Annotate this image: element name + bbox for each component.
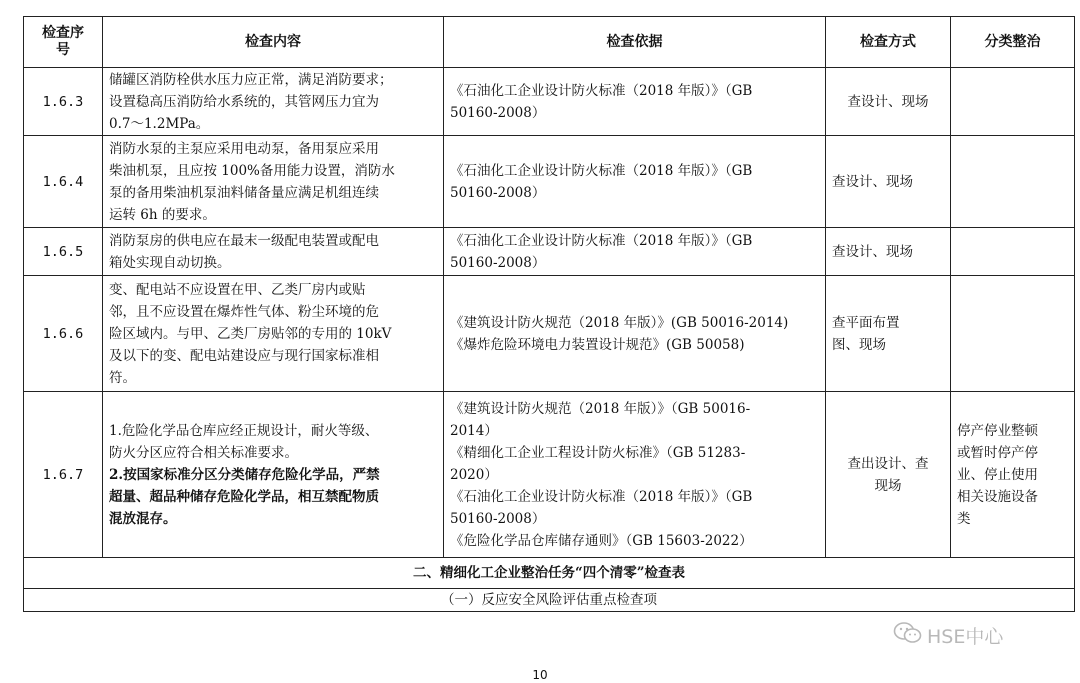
header-content: 检查内容 [103, 17, 444, 68]
check-content: 变、配电站不应设置在甲、乙类厂房内或贴 邻，且不应设置在爆炸性气体、粉尘环境的危 险区域内。与甲、乙类厂房贴邻的专用的 10kV 及以下的变、配电站建设应与现行国家标准相 符。 [103, 276, 444, 392]
header-row [24, 17, 1075, 68]
check-method: 查设计、现场 [826, 68, 951, 136]
row-number: 1.6.4 [24, 136, 103, 228]
section-title: 二、精细化工企业整治任务“四个清零”检查表 [24, 558, 1075, 589]
classification [951, 228, 1075, 276]
header-basis: 检查依据 [444, 17, 826, 68]
check-content: 消防泵房的供电应在最末一级配电装置或配电 箱处实现自动切换。 [103, 228, 444, 276]
check-basis: 《石油化工企业设计防火标准（2018 年版）》（GB 50160-2008） [444, 136, 826, 228]
table-row [24, 136, 1075, 228]
header-classification: 分类整治 [951, 17, 1075, 68]
classification [951, 136, 1075, 228]
check-method: 查设计、现场 [826, 136, 951, 228]
row-number: 1.6.6 [24, 276, 103, 392]
section-row [24, 558, 1075, 589]
row-number: 1.6.7 [24, 392, 103, 558]
check-content: 储罐区消防栓供水压力应正常，满足消防要求； 设置稳高压消防给水系统的，其管网压力宜为 0.7～1.2MPa。 [103, 68, 444, 136]
check-method: 查设计、现场 [826, 228, 951, 276]
inspection-table [23, 16, 1075, 612]
subsection-row [24, 589, 1075, 612]
subsection-title: （一）反应安全风险评估重点检查项 [24, 589, 1075, 612]
row-number: 1.6.5 [24, 228, 103, 276]
check-content: 1.危险化学品仓库应经正规设计，耐火等级、 防火分区应符合相关标准要求。 2.按国家标准分区分类储存危险化学品，严禁 超量、超品种储存危险化学品，相互禁配物质 混放混存。 [103, 392, 444, 558]
header-method: 检查方式 [826, 17, 951, 68]
table-row [24, 392, 1075, 558]
classification: 停产停业整顿 或暂时停产停 业、停止使用 相关设施设备 类 [951, 392, 1075, 558]
check-basis: 《建筑设计防火规范（2018 年版）》（GB 50016- 2014） 《精细化工企业工程设计防火标准》（GB 51283- 2020） 《石油化工企业设计防火标准（2018 年版）》（GB 50160-2008） 《危险化学品仓库储存通则》（GB 15603-2022） [444, 392, 826, 558]
check-basis: 《石油化工企业设计防火标准（2018 年版）》（GB 50160-2008） [444, 228, 826, 276]
check-method: 查出设计、查 现场 [826, 392, 951, 558]
table-row [24, 276, 1075, 392]
watermark [893, 621, 1003, 650]
check-basis: 《石油化工企业设计防火标准（2018 年版）》（GB 50160-2008） [444, 68, 826, 136]
classification [951, 68, 1075, 136]
check-content: 消防水泵的主泵应采用电动泵，备用泵应采用 柴油机泵，且应按 100%备用能力设置，消防水 泵的备用柴油机泵油料储备量应满足机组连续 运转 6h 的要求。 [103, 136, 444, 228]
table-row [24, 68, 1075, 136]
table-row [24, 228, 1075, 276]
row-number: 1.6.3 [24, 68, 103, 136]
check-method: 查平面布置 图、现场 [826, 276, 951, 392]
header-no: 检查序 号 [24, 17, 103, 68]
page-number: 10 [532, 668, 548, 682]
watermark-text: HSE中心 [927, 626, 1004, 648]
check-basis: 《建筑设计防火规范（2018 年版）》(GB 50016-2014) 《爆炸危险环境电力装置设计规范》(GB 50058) [444, 276, 826, 392]
wechat-icon [893, 621, 923, 650]
classification [951, 276, 1075, 392]
